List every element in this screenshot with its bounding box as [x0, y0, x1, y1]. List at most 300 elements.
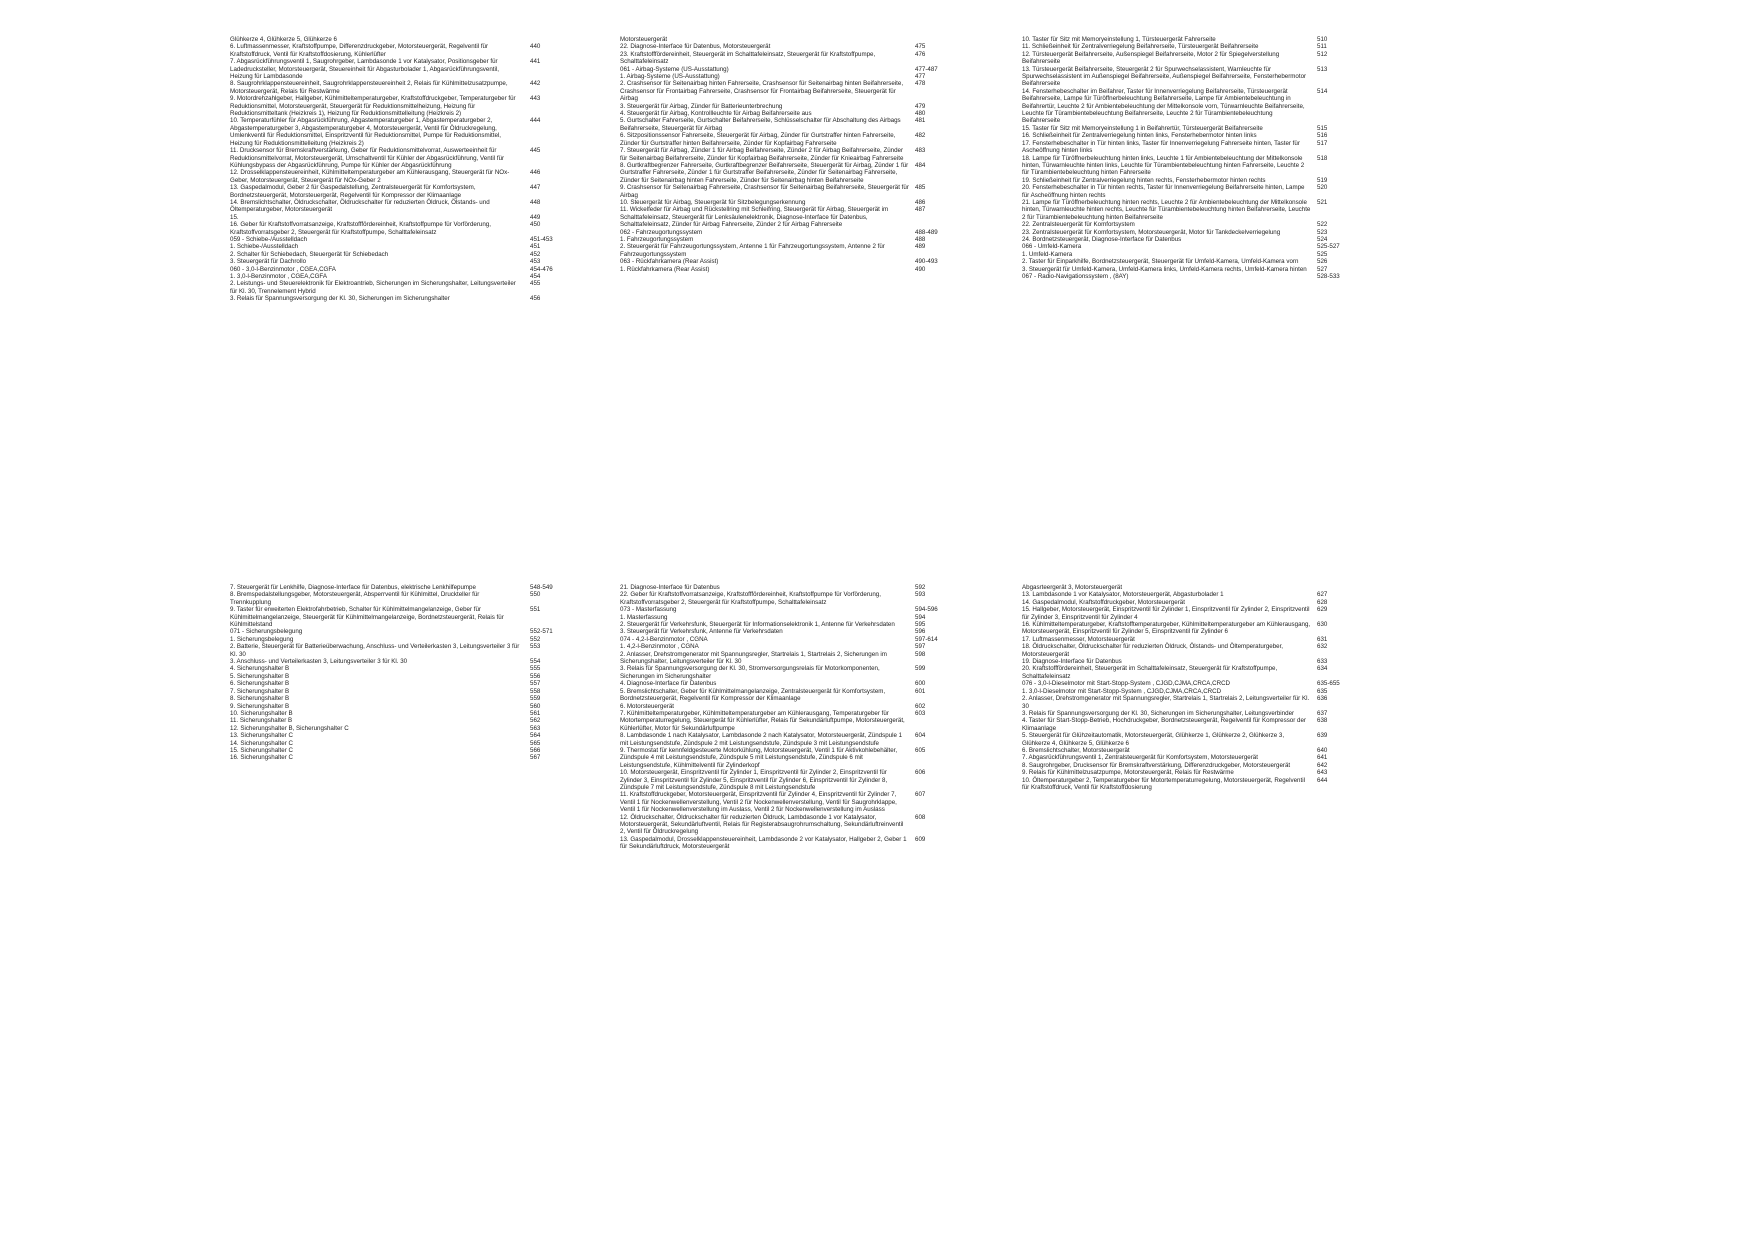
index-entry: [1022, 762, 1372, 769]
index-entry: [230, 214, 580, 221]
entry-text: 4. Sicherungshalter B: [230, 665, 290, 673]
index-entry: [1022, 43, 1372, 50]
entry-text: 2. Anlasser, Drehstromgenerator mit Spannungsregler, Startrelais 1, Startrelais 2, Sicherungen im Sicherungshalter, Leitungsverteiler für Kl. 30: [620, 650, 887, 666]
entry-page-number: 594: [915, 613, 926, 621]
entry-text: 10. Steuergerät für Airbag, Steuergerät für Sitzbelegungserkennung: [620, 198, 806, 206]
entry-page-number: 595: [915, 621, 926, 629]
index-entry: [230, 251, 580, 258]
entry-text: 7. Abgasrückführungsventil 1, Zentralsteuergerät für Komfortsystem, Motorsteuergerät: [1022, 754, 1258, 762]
index-entry: [1022, 199, 1372, 221]
entry-text: 6. Luftmassenmesser, Kraftstoffpumpe, Differenzdruckgeber, Motorsteuergerät, Regelventil für Kraftstoffdruck, Ventil für Kraftstoffdosierung, Kühlerlüfter: [230, 43, 489, 58]
entry-text: 23. Kraftstofffördereinheit, Steuergerät im Schalttafeleinsatz, Steuergerät für Kraftstoffpumpe, Schalttafeleinsatz: [620, 50, 876, 66]
entry-text: 1. Airbag-Systeme (US-Ausstattung): [620, 73, 720, 81]
index-entry: [620, 791, 970, 813]
index-column: [230, 584, 580, 762]
entry-text: 14. Bremslichtschalter, Öldruckschalter, Öldruckschalter für reduzierten Öldruck, Ölstands- und Öltemperaturgeber, Motorsteuergerät: [230, 198, 490, 214]
index-entry: [620, 266, 970, 273]
index-entry: [1022, 636, 1372, 643]
entry-text: 12. Drosselklappensteuereinheit, Kühlmitteltemperaturgeber am Kühlerausgang, Steuergerät für NOx-Geber, Motorsteuergerät, Steuergerät für NOx-Geber 2: [230, 169, 510, 184]
index-entry: [620, 132, 970, 147]
index-entry: [620, 258, 970, 265]
entry-page-number: 606: [915, 769, 926, 777]
entry-page-number: 482: [915, 132, 926, 140]
entry-text: 9. Taster für erweiterten Elektrofahrbetrieb, Schalter für Kühlmittelmangelanzeige, Geber für Kühlmittelmangelanzeige, Steuergerät für Kühlmittelmangelanzeige, Bordnetzsteuergerät, Relais für Kühlmittelstand: [230, 606, 504, 629]
entry-page-number: 480: [915, 110, 926, 118]
index-entry: [620, 814, 970, 836]
entry-text: 8. Saugrohrgeber, Drucksensor für Bremskraftverstärkung, Differenzdruckgeber, Motorsteuergerät: [1022, 761, 1291, 769]
entry-text: 11. Sicherungshalter B: [230, 717, 293, 725]
index-entry: [1022, 236, 1372, 243]
index-entry: [1022, 258, 1372, 265]
entry-text: 17. Luftmassenmesser, Motorsteuergerät: [1022, 635, 1135, 643]
entry-page-number: 489: [915, 243, 926, 251]
entry-page-number: 512: [1317, 50, 1328, 58]
index-entry: [620, 651, 970, 666]
index-entry: [620, 103, 970, 110]
entry-page-number: 602: [915, 702, 926, 710]
index-entry: [620, 66, 970, 73]
entry-page-number: 561: [530, 709, 541, 717]
index-entry: [230, 703, 580, 710]
entry-page-number: 566: [530, 746, 541, 754]
entry-page-number: 597-614: [915, 635, 938, 643]
index-entry: [620, 199, 970, 206]
entry-text: 4. Taster für Start-Stopp-Betrieb, Hochdruckgeber, Bordnetzsteuergerät, Regelventil für Kompressor der Klimaanlage: [1022, 717, 1306, 732]
entry-page-number: 632: [1317, 643, 1328, 651]
index-entry: [1022, 621, 1372, 636]
entry-page-number: 451-453: [530, 235, 553, 243]
entry-text: 21. Diagnose-Interface für Datenbus: [620, 584, 720, 591]
entry-page-number: 560: [530, 702, 541, 710]
index-entry: [1022, 599, 1372, 606]
entry-page-number: 643: [1317, 769, 1328, 777]
entry-text: 071 - Sicherungsbelegung: [230, 628, 303, 636]
entry-text: 10. Sicherungshalter B: [230, 709, 293, 717]
entry-text: 13. Gaspedalmodul, Drosselklappensteuereinheit, Lambdasonde 2 vor Katalysator, Hallgeber 2, Geber 1 für Sekundärluftdruck, Motorsteuergerät: [620, 835, 907, 851]
entry-page-number: 552: [530, 635, 541, 643]
entry-page-number: 609: [915, 835, 926, 843]
index-entry: [620, 703, 970, 710]
index-column: [1022, 36, 1372, 280]
entry-text: 13. Lambdasonde 1 vor Katalysator, Motorsteuergerät, Abgasturbolader 1: [1022, 591, 1224, 599]
index-entry: [1022, 658, 1372, 665]
entry-page-number: 455: [530, 280, 541, 288]
entry-page-number: 450: [530, 221, 541, 229]
entry-text: 21. Lampe für Türöffnerbeleuchtung hinten rechts, Leuchte 2 für Ambientebeleuchtung der Mittelkonsole hinten, Türwarnleuchte hinten rechts, Leuchte für Türambientebeleuchtung hinten Beifahrerseite, Leuchte 2 für Türambientebeleuchtung hinten Beifahrerseite: [1022, 198, 1311, 221]
index-entry: [1022, 266, 1372, 273]
entry-text: 8. Bremspedalstellungsgeber, Motorsteuergerät, Absperrventil für Kühlmittel, Druckteller für Trennkupplung: [230, 591, 480, 606]
index-entry: [1022, 688, 1372, 695]
index-entry: [230, 58, 580, 80]
entry-text: 3. Anschluss- und Verteilerkasten 3, Leitungsverteiler 3 für Kl. 30: [230, 658, 408, 666]
entry-page-number: 524: [1317, 235, 1328, 243]
entry-page-number: 557: [530, 680, 541, 688]
entry-text: 7. Kühlmitteltemperaturgeber, Kühlmitteltemperaturgeber am Kühlerausgang, Temperaturgeber für Motortemperaturregelung, Steuergerät für Kühlerlüfter, Relais für Sekundärluftpumpe, Motorsteuergerät, Kühlerlüfter, Motor für Sekundärluftpumpe: [620, 709, 905, 732]
index-entry: [620, 43, 970, 50]
index-entry: [1022, 584, 1372, 591]
entry-text: 2. Batterie, Steuergerät für Batterieüberwachung, Anschluss- und Verteilerkasten 3, Leitungsverteiler 3 für Kl. 30: [230, 643, 520, 658]
entry-text: 066 - Umfeld-Kamera: [1022, 243, 1082, 251]
index-column: [620, 584, 970, 851]
entry-page-number: 644: [1317, 776, 1328, 784]
entry-text: 3. Steuergerät für Dachrollo: [230, 258, 307, 266]
index-entry: [1022, 769, 1372, 776]
index-entry: [230, 665, 580, 672]
index-entry: [620, 236, 970, 243]
index-entry: [1022, 51, 1372, 66]
entry-text: 16. Schließeinheit für Zentralverriegelung hinten links, Fensterhebermotor hinten links: [1022, 132, 1257, 140]
entry-text: 2. Anlasser, Drehstromgenerator mit Spannungsregler, Startrelais 1, Startrelais 2, Leitungsverteiler für Kl. 30: [1022, 695, 1310, 710]
entry-page-number: 451: [530, 243, 541, 251]
index-entry: [620, 162, 970, 184]
entry-text: 3. Steuergerät für Verkehrsfunk, Antenne für Verkehrsdaten: [620, 628, 783, 636]
entry-page-number: 635-655: [1317, 680, 1340, 688]
entry-text: 5. Sicherungshalter B: [230, 672, 290, 680]
entry-text: 4. Steuergerät für Airbag, Kontrollleuchte für Airbag Beifahrerseite aus: [620, 110, 812, 118]
entry-page-number: 554: [530, 658, 541, 666]
entry-text: 1. Masterfassung: [620, 613, 668, 621]
entry-text: 18. Öldruckschalter, Öldruckschalter für reduzierten Öldruck, Ölstands- und Öltemperaturgeber, Motorsteuergerät: [1022, 643, 1284, 658]
entry-text: 20. Kraftstofffördereinheit, Steuergerät im Schalttafeleinsatz, Steuergerät für Kraftstoffpumpe, Schalttafeleinsatz: [1022, 665, 1278, 680]
index-entry: [230, 628, 580, 635]
index-entry: [620, 628, 970, 635]
index-entry: [620, 747, 970, 769]
entry-page-number: 477: [915, 73, 926, 81]
index-entry: [620, 206, 970, 228]
entry-text: Glühkerze 4, Glühkerze 5, Glühkerze 6: [230, 36, 337, 43]
entry-page-number: 447: [530, 184, 541, 192]
index-entry: [1022, 777, 1372, 792]
index-entry: [620, 51, 970, 66]
entry-text: 067 - Radio-Navigationssystem , (8AY): [1022, 273, 1129, 280]
entry-page-number: 454: [530, 273, 541, 280]
entry-page-number: 488-489: [915, 228, 938, 236]
entry-page-number: 477-487: [915, 65, 938, 73]
entry-page-number: 525: [1317, 250, 1328, 258]
index-entry: [230, 147, 580, 169]
entry-text: 22. Zentralsteuergerät für Komfortsystem: [1022, 221, 1135, 229]
index-entry: [1022, 591, 1372, 598]
index-entry: [620, 117, 970, 132]
entry-page-number: 552-571: [530, 628, 553, 636]
entry-page-number: 559: [530, 695, 541, 703]
entry-page-number: 443: [530, 95, 541, 103]
entry-text: 10. Motorsteuergerät, Einspritzventil für Zylinder 1, Einspritzventil für Zylinder 2, Einspritzventil für Zylinder 3, Einspritzventil für Zylinder 5, Einspritzventil für Zylinder 6, Einspritzventil für Zylinder 8, Zündspule 7 mit Leistungsendstufe, Zündspule 8 mit Leistungsendstufe: [620, 769, 888, 791]
index-entry: [230, 754, 580, 761]
entry-text: 7. Abgasrückführungsventil 1, Saugrohrgeber, Lambdasonde 1 vor Katalysator, Positionsgeber für Ladedrucksteller, Motorsteuergerät, Steuereinheit für Abgasturbolader 1, Abgasrückführungsventil, Heizung für Lambdasonde: [230, 58, 499, 81]
entry-page-number: 605: [915, 746, 926, 754]
entry-page-number: 454-476: [530, 265, 553, 273]
entry-text: 059 - Schiebe-/Ausstelldach: [230, 235, 308, 243]
index-entry: [230, 243, 580, 250]
entry-text: 13. Gaspedalmodul, Geber 2 für Gaspedalstellung, Zentralsteuergerät für Komfortsystem, Bordnetzsteuergerät, Motorsteuergerät, Regelventil für Kompressor der Klimaanlage: [230, 184, 476, 199]
entry-page-number: 604: [915, 732, 926, 740]
index-entry: [1022, 251, 1372, 258]
entry-text: 2. Steuergerät für Verkehrsfunk, Steuergerät für Informationselektronik 1, Antenne für Verkehrsdaten: [620, 621, 895, 629]
index-entry: [230, 280, 580, 295]
entry-page-number: 633: [1317, 658, 1328, 666]
entry-text: Abgasrteergerät 3, Motorsteuergerät: [1022, 584, 1123, 591]
entry-text: 15.: [230, 213, 239, 221]
entry-page-number: 608: [915, 813, 926, 821]
entry-page-number: 628: [1317, 598, 1328, 606]
entry-text: 11. Schließeinheit für Zentralverriegelung Beifahrerseite, Türsteuergerät Beifahrerseite: [1022, 43, 1259, 51]
entry-text: 076 - 3,0-l-Dieselmotor mit Start-Stopp-System , CJGD,CJMA,CRCA,CRCD: [1022, 680, 1231, 688]
entry-page-number: 486: [915, 198, 926, 206]
entry-page-number: 444: [530, 117, 541, 125]
entry-text: 17. Fensterhebeschalter in Tür hinten links, Taster für Innenverriegelung Fahrerseite hinten, Taster für Ascheöffnung hinten links: [1022, 139, 1300, 155]
entry-page-number: 446: [530, 169, 541, 177]
entry-page-number: 441: [530, 58, 541, 66]
entry-text: 9. Motordrehzahlgeber, Hallgeber, Kühlmitteltemperaturgeber, Kraftstoffdruckgeber, Temperaturgeber für Reduktionsmittel, Motorsteuergerät, Steuergerät für Reduktionsmittelheizung, Heizung für Reduktionsmitteltank (Heizkreis 1), Heizung für Reduktionsmittelleitung (Heizkreis 2): [230, 95, 516, 118]
index-entry: [620, 229, 970, 236]
entry-text: 19. Schließeinheit für Zentralverriegelung hinten rechts, Fensterhebermotor hinten rechts: [1022, 176, 1266, 184]
entry-page-number: 484: [915, 161, 926, 169]
entry-page-number: 603: [915, 709, 926, 717]
entry-page-number: 448: [530, 198, 541, 206]
index-entry: [230, 688, 580, 695]
index-entry: [1022, 710, 1372, 717]
entry-page-number: 488: [915, 235, 926, 243]
entry-page-number: 551: [530, 606, 541, 614]
entry-page-number: 515: [1317, 124, 1328, 132]
entry-text: 11. Drucksensor für Bremskraftverstärkung, Geber für Reduktionsmittelvorrat, Auswerteeinheit für Reduktionsmittelvorrat, Motorsteuergerät, Umschaltventil für Kühler der Abgasrückführung, Ventil für Kühlungsbypass der Abgasrückführung, Pumpe für Kühler der Abgasrückführung: [230, 147, 505, 169]
entry-text: 7. Steuergerät für Lenkhilfe, Diagnose-Interface für Datenbus, elektrische Lenkhilfepumpe: [230, 584, 476, 591]
index-column: [620, 36, 970, 273]
entry-text: 3. Steuergerät für Umfeld-Kamera, Umfeld-Kamera links, Umfeld-Kamera rechts, Umfeld-Kamera hinten: [1022, 265, 1307, 273]
entry-text: 6. Motorsteuergerät: [620, 702, 674, 710]
entry-page-number: 634: [1317, 665, 1328, 673]
index-entry: [230, 643, 580, 658]
index-entry: [230, 725, 580, 732]
entry-page-number: 476: [915, 50, 926, 58]
index-entry: [230, 658, 580, 665]
index-entry: [620, 710, 970, 732]
entry-text: 22. Geber für Kraftstoffvorratsanzeige, Kraftstofffördereinheit, Kraftstoffpumpe für Vorförderung, Kraftstoffvorratsgeber 2, Steuergerät für Kraftstoffpumpe, Schalttafeleinsatz: [620, 591, 881, 606]
index-entry: [1022, 717, 1372, 732]
index-entry: [230, 591, 580, 606]
entry-text: 15. Taster für Sitz mit Memoryeinstellung 1 in Beifahrertür, Türsteuergerät Beifahrerseite: [1022, 124, 1263, 132]
entry-text: 3. Steuergerät für Airbag, Zünder für Batterieunterbrechung: [620, 102, 783, 110]
index-entry: [620, 147, 970, 162]
entry-text: 16. Sicherungshalter C: [230, 754, 293, 762]
entry-text: 12. Öldruckschalter, Öldruckschalter für reduzierten Öldruck, Lambdasonde 1 vor Katalysator, Motorsteuergerät, Sekundärluftventil, Relais für Registerabsaugrohrumschaltung, Sekundärluftreinventil 2, Ventil für Öldruckregelung: [620, 813, 904, 836]
index-entry: [230, 273, 580, 280]
index-entry: [620, 584, 970, 591]
entry-page-number: 638: [1317, 717, 1328, 725]
index-entry: [230, 732, 580, 739]
entry-page-number: 517: [1317, 139, 1328, 147]
entry-text: 8. Gurtkraftbegrenzer Fahrerseite, Gurtkraftbegrenzer Beifahrerseite, Steuergerät für Airbag, Zünder 1 für Gurtstraffer Fahrerseite, Zünder 1 für Gurtstraffer Beifahrerseite, Zünder für Seitenairbag Fahrerseite, Zünder für Seitenairbag hinten Fahrerseite, Zünder für Seitenairbag hinten Beifahrerseite: [620, 161, 909, 184]
index-entry: [230, 36, 580, 43]
entry-text: 15. Hallgeber, Motorsteuergerät, Einspritzventil für Zylinder 1, Einspritzventil für Zylinder 2, Einspritzventil für Zylinder 3, Einspritzventil für Zylinder 4: [1022, 606, 1310, 621]
entry-page-number: 519: [1317, 176, 1328, 184]
entry-page-number: 598: [915, 650, 926, 658]
entry-text: 14. Fensterhebeschalter im Beifahrer, Taster für Innenverriegelung Beifahrerseite, Türsteuergerät Beifahrerseite, Lampe für Türöffnerbeleuchtung Beifahrerseite, Lampe für Ambientebeleuchtung in Beifahrertür, Leuchte 2 für Ambientebeleuchtung der Mittelkonsole vorn, Türwarnleuchte Beifahrerseite, Leuchte für Türambientebeleuchtung Beifahrerseite, Leuchte 2 für Türambientebeleuchtung Beifahrerseite: [1022, 87, 1305, 125]
index-entry: [230, 221, 580, 236]
entry-page-number: 599: [915, 665, 926, 673]
entry-page-number: 449: [530, 213, 541, 221]
entry-page-number: 601: [915, 687, 926, 695]
index-entry: [620, 688, 970, 703]
entry-page-number: 485: [915, 184, 926, 192]
entry-page-number: 516: [1317, 132, 1328, 140]
entry-page-number: 637: [1317, 709, 1328, 717]
index-entry: [1022, 643, 1372, 658]
entry-text: 1. Sicherungsbelegung: [230, 635, 294, 643]
entry-page-number: 445: [530, 147, 541, 155]
entry-page-number: 511: [1317, 43, 1327, 51]
entry-page-number: 525-527: [1317, 243, 1340, 251]
index-entry: [1022, 665, 1372, 680]
entry-page-number: 635: [1317, 687, 1328, 695]
entry-page-number: 593: [915, 591, 926, 599]
entry-text: 5. Steuergerät für Glühzeitautomatik, Motorsteuergerät, Glühkerze 1, Glühkerze 2, Glühkerze 3, Glühkerze 4, Glühkerze 5, Glühkerze 6: [1022, 732, 1285, 747]
index-entry: [230, 673, 580, 680]
entry-text: 12. Sicherungshalter B, Sicherungshalter C: [230, 724, 349, 732]
entry-page-number: 510: [1317, 36, 1328, 43]
entry-text: 13. Türsteuergerät Beifahrerseite, Steuergerät 2 für Spurwechselassistent, Warnleuchte für Spurwechselassistent im Außenspiegel Beifahrerseite, Außenspiegel Beifahrerseite, Fensterhebermotor Beifahrerseite: [1022, 65, 1307, 88]
entry-text: 12. Türsteuergerät Beifahrerseite, Außenspiegel Beifahrerseite, Motor 2 für Spiegelverstellung Beifahrerseite: [1022, 50, 1280, 66]
entry-text: 5. Gurtschalter Fahrerseite, Gurtschalter Beifahrerseite, Schlüsselschalter für Abschaltung des Airbags Beifahrerseite, Steuergerät für Airbag: [620, 117, 901, 132]
index-column: [230, 36, 580, 303]
entry-text: 063 - Rückfahrkamera (Rear Assist): [620, 258, 719, 266]
index-entry: [1022, 221, 1372, 228]
index-entry: [230, 258, 580, 265]
entry-page-number: 642: [1317, 761, 1328, 769]
entry-page-number: 453: [530, 258, 541, 266]
entry-text: 16. Kühlmitteltemperaturgeber, Kraftstofftemperaturgeber, Kühlmitteltemperaturgeber am Kühlerausgang, Motorsteuergerät, Einspritzventil für Zylinder 5, Einspritzventil für Zylinder 6: [1022, 621, 1311, 636]
index-entry: [1022, 88, 1372, 125]
index-entry: [1022, 273, 1372, 280]
entry-page-number: 562: [530, 717, 541, 725]
entry-text: 6. Sicherungshalter B: [230, 680, 290, 688]
entry-text: 061 - Airbag-Systeme (US-Ausstattung): [620, 65, 729, 73]
entry-text: 3. Relais für Spannungsversorgung der Kl. 30, Stromversorgungsrelais für Motorkomponenten, Sicherungen im Sicherungshalter: [620, 665, 880, 680]
entry-text: 20. Fensterhebeschalter in Tür hinten rechts, Taster für Innenverriegelung Beifahrerseite hinten, Lampe für Ascheöffnung hinten rechts: [1022, 184, 1305, 199]
index-entry: [230, 717, 580, 724]
index-entry: [230, 266, 580, 273]
index-entry: [1022, 184, 1372, 199]
index-entry: [230, 199, 580, 214]
entry-text: 1. Fahrzeugortungssystem: [620, 235, 694, 243]
index-entry: [1022, 754, 1372, 761]
entry-page-number: 631: [1317, 635, 1328, 643]
entry-text: 9. Relais für Kühlmittelzusatzpumpe, Motorsteuergerät, Relais für Restwärme: [1022, 769, 1234, 777]
entry-text: 2. Leistungs- und Steuerelektronik für Elektroantrieb, Sicherungen im Sicherungshalter, Leitungsverteiler für Kl. 30, Trennelement Hybrid: [230, 280, 516, 295]
index-entry: [1022, 747, 1372, 754]
entry-page-number: 483: [915, 147, 926, 155]
index-entry: [1022, 732, 1372, 747]
entry-text: 10. Taster für Sitz mit Memoryeinstellung 1, Türsteuergerät Fahrerseite: [1022, 36, 1216, 43]
index-entry: [230, 680, 580, 687]
entry-page-number: 639: [1317, 732, 1328, 740]
entry-text: 2. Crashsensor für Seitenairbag hinten Fahrerseite, Crashsensor für Seitenairbag hinten Beifahrerseite, Crashsensor für Frontairbag Fahrerseite, Crashsensor für Frontairbag Beifahrerseite, Steuergerät für Airbag: [620, 80, 904, 103]
entry-text: 8. Sicherungshalter B: [230, 695, 290, 703]
entry-page-number: 640: [1317, 746, 1328, 754]
index-entry: [230, 95, 580, 117]
entry-text: Motorsteuergerät: [620, 36, 668, 43]
index-entry: [1022, 177, 1372, 184]
index-entry: [230, 740, 580, 747]
entry-page-number: 600: [915, 680, 926, 688]
entry-page-number: 556: [530, 672, 541, 680]
entry-text: 8. Lambdasonde 1 nach Katalysator, Lambdasonde 2 nach Katalysator, Motorsteuergerät, Zündspule 1 mit Leistungsendstufe, Zündspule 2 mit Leistungsendstufe, Zündspule 3 mit Leistungsendstufe: [620, 732, 903, 747]
index-entry: [620, 591, 970, 606]
entry-page-number: 513: [1317, 65, 1328, 73]
entry-text: 15. Sicherungshalter C: [230, 746, 293, 754]
index-entry: [230, 43, 580, 58]
entry-text: 1. 4,2-l-Benzinmotor , CGNA: [620, 643, 699, 651]
index-entry: [1022, 36, 1372, 43]
entry-text: 14. Sicherungshalter C: [230, 739, 293, 747]
entry-text: 1. Schiebe-/Ausstelldach: [230, 243, 299, 251]
entry-text: 062 - Fahrzeugortungssystem: [620, 228, 703, 236]
entry-text: 2. Schalter für Schiebedach, Steuergerät für Schiebedach: [230, 250, 389, 258]
index-entry: [230, 236, 580, 243]
entry-text: 14. Gaspedalmodul, Kraftstoffdruckgeber, Motorsteuergerät: [1022, 598, 1185, 606]
entry-text: 16. Geber für Kraftstoffvorratsanzeige, Kraftstofffördereinheit, Kraftstoffpumpe für Vorförderung, Kraftstoffvorratsgeber 2, Steuergerät für Kraftstoffpumpe, Schalttafeleinsatz: [230, 221, 491, 236]
entry-page-number: 487: [915, 206, 926, 214]
entry-page-number: 526: [1317, 258, 1328, 266]
entry-page-number: 518: [1317, 154, 1328, 162]
index-entry: [620, 680, 970, 687]
entry-page-number: 563: [530, 724, 541, 732]
index-entry: [620, 636, 970, 643]
entry-page-number: 641: [1317, 754, 1328, 762]
entry-page-number: 523: [1317, 228, 1328, 236]
entry-page-number: 565: [530, 739, 541, 747]
entry-text: 9. Thermostat für kennfeldgesteuerte Motorkühlung, Motorsteuergerät, Ventil 1 für Aktivkohlebehälter, Zündspule 4 mit Leistungsendstufe, Zündspule 5 mit Leistungsendstufe, Zündspule 6 mit Leistungsendstufe, Kühlmittelventil für Zylinderkopf: [620, 746, 898, 769]
entry-page-number: 607: [915, 791, 926, 799]
entry-page-number: 567: [530, 754, 541, 762]
index-entry: [230, 710, 580, 717]
entry-page-number: 456: [530, 295, 541, 303]
entry-text: 6. Sitzpositionssensor Fahrerseite, Steuergerät für Airbag, Zünder für Gurtstraffer hinten Fahrerseite, Zünder für Gurtstraffer hinten Beifahrerseite, Zünder für Kopfairbag Fahrerseite: [620, 132, 896, 147]
index-entry: [620, 732, 970, 747]
index-entry: [620, 621, 970, 628]
index-entry: [1022, 695, 1372, 710]
index-column: [1022, 584, 1372, 791]
entry-text: 9. Sicherungshalter B: [230, 702, 290, 710]
index-entry: [1022, 125, 1372, 132]
index-entry: [230, 117, 580, 147]
entry-text: 1. 3,0-l-Dieselmotor mit Start-Stopp-System , CJGD,CJMA,CRCA,CRCD: [1022, 687, 1222, 695]
entry-page-number: 548-549: [530, 584, 553, 591]
entry-text: 2. Steuergerät für Fahrzeugortungssystem, Antenne 1 für Fahrzeugortungssystem, Antenne 2 für Fahrzeugortungssystem: [620, 243, 885, 258]
entry-text: 060 - 3,0-l-Benzinmotor , CGEA,CGFA: [230, 265, 336, 273]
index-entry: [230, 584, 580, 591]
entry-text: 10. Temperaturfühler für Abgasrückführung, Abgastemperaturgeber 1, Abgastemperaturgeber 2, Abgastemperaturgeber 3, Abgastemperaturgeber 4, Motorsteuergerät, Ventil für Öldruckregelung, Umlenkventil für Reduktionsmittel, Einspritzventil für Reduktionsmittel, Pumpe für Reduktionsmittel, Heizung für Reduktionsmittelleitung (Heizkreis 2): [230, 117, 501, 147]
entry-text: 24. Bordnetzsteuergerät, Diagnose-Interface für Datenbus: [1022, 235, 1182, 243]
entry-page-number: 452: [530, 250, 541, 258]
entry-text: 074 - 4,2-l-Benzinmotor , CGNA: [620, 635, 708, 643]
index-entry: [620, 643, 970, 650]
entry-text: 5. Bremslichtschalter, Geber für Kühlmittelmangelanzeige, Zentralsteuergerät für Komfortsystem, Bordnetzsteuergerät, Regelventil für Kompressor der Klimaanlage: [620, 687, 886, 703]
index-entry: [620, 606, 970, 613]
entry-page-number: 597: [915, 643, 926, 651]
index-entry: [620, 73, 970, 80]
index-entry: [1022, 229, 1372, 236]
index-entry: [230, 80, 580, 95]
index-entry: [230, 169, 580, 184]
entry-page-number: 478: [915, 80, 926, 88]
entry-page-number: 475: [915, 43, 926, 51]
entry-page-number: 522: [1317, 221, 1328, 229]
index-entry: [1022, 66, 1372, 88]
entry-page-number: 564: [530, 732, 541, 740]
entry-text: 22. Diagnose-Interface für Datenbus, Motorsteuergerät: [620, 43, 771, 51]
